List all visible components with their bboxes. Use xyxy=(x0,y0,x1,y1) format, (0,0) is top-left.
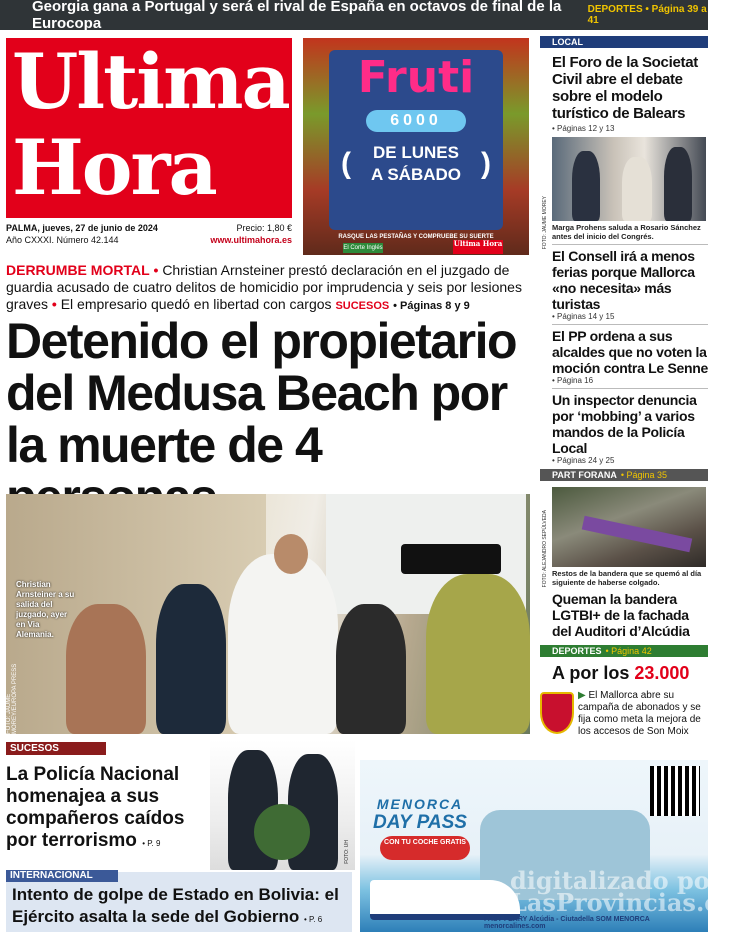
forana-caption: Restos de la bandera que se quemó al día siguiente de haberse colgado. xyxy=(552,569,702,587)
lead-summary: DERRUMBE MORTAL • Christian Arnsteiner prestó declaración en el juzgado de guardia acusado de cuatro delitos de homicidio por imprudencia y seis por lesiones graves • El empresario quedó en libertad con cargos SUCESOS • Páginas 8 y 9 xyxy=(6,262,522,312)
lead-headline[interactable] xyxy=(6,315,530,523)
camera-operator xyxy=(426,574,530,734)
congress-photo-caption: Marga Prohens saluda a Rosario Sánchez antes del inicio del Congrés. xyxy=(552,223,701,241)
police-photo-credit: FOTO: UH xyxy=(344,840,350,864)
consell-title[interactable]: El Consell irá a menos ferias porque Mallorca «no necesita» más turistas xyxy=(552,248,695,312)
top-banner-text: Georgia gana a Portugal y será el rival de España en octavos de final de la Eurocopa xyxy=(32,0,562,32)
video-camera xyxy=(401,544,501,574)
edition-date: PALMA, jueves, 27 de junio de 2024 xyxy=(6,223,158,233)
internacional-tag: INTERNACIONAL xyxy=(6,870,118,882)
inspector-pages: • Páginas 24 y 25 xyxy=(552,456,615,465)
headline-line-2: del Medusa Beach por xyxy=(6,365,507,421)
burned-flag-photo[interactable] xyxy=(552,487,706,567)
lead-photo[interactable] xyxy=(6,494,530,734)
forana-title[interactable]: Queman la bandera LGTBI+ de la fachada del Auditori d’Alcúdia xyxy=(552,591,690,639)
pp-pages: • Página 16 xyxy=(552,376,594,385)
ferry-ship xyxy=(370,880,520,920)
deportes-headline[interactable] xyxy=(540,663,708,684)
top-banner-section: DEPORTES • Página 39 a 41 xyxy=(587,4,707,26)
top-banner[interactable] xyxy=(0,0,708,30)
congress-photo-credit: FOTO: JAUME MOREY xyxy=(542,196,548,250)
dateline xyxy=(6,222,292,246)
lead-summary-2: El empresario quedó en libertad con cargos xyxy=(60,296,332,312)
ad-footer: FAST FERRY Alcúdia - Ciutadella SOM MENORCA menorcalines.com xyxy=(484,916,650,930)
qr-code[interactable] xyxy=(650,766,700,816)
internacional-page: P. 6 xyxy=(308,915,323,924)
pp-title[interactable]: El PP ordena a sus alcaldes que no voten la moción contra Le Senne xyxy=(552,328,708,376)
forana-photo-credit: FOTO: ALEJANDRO SEPÚLVEDA xyxy=(542,510,548,588)
ad-title-2: DAY PASS xyxy=(373,812,467,833)
wreath xyxy=(254,804,310,860)
lead-photo-caption: Christian Arnsteiner a su salida del juzgado, ayer en Via Alemania. xyxy=(16,580,75,639)
headline-line-3: la muerte de 4 xyxy=(6,417,322,473)
price: Precio: 1,80 € xyxy=(236,223,292,233)
deportes-headline-2: 23.000 xyxy=(634,663,690,683)
deportes-tag xyxy=(540,645,708,657)
photo-person-2 xyxy=(622,157,652,221)
inspector-title[interactable]: Un inspector denuncia por ‘mobbing’ a varios mandos de la Policía Local xyxy=(552,392,697,456)
lead-section: SUCESOS xyxy=(335,300,390,312)
forana-tag-label: PART FORANA xyxy=(552,470,617,480)
ad-line-2: A SÁBADO xyxy=(370,165,462,184)
rcd-mallorca-crest-icon xyxy=(540,692,574,734)
fruti-advertisement[interactable] xyxy=(303,38,529,255)
photo-person-1 xyxy=(572,151,600,221)
person-dark-1 xyxy=(156,584,226,734)
right-column xyxy=(540,36,708,746)
local-lead-title[interactable]: El Foro de la Societat Civil abre el debate sobre el modelo turístico de Balears xyxy=(552,54,698,122)
consell-pages: • Páginas 14 y 15 xyxy=(552,312,615,321)
person-head xyxy=(274,534,308,574)
internacional-headline: Intento de golpe de Estado en Bolivia: el Ejército asalta la sede del Gobierno xyxy=(12,885,339,926)
ad-tagline: RASQUE LAS PESTAÑAS Y COMPRUEBE SU SUERTE xyxy=(338,234,494,240)
person-white-shirt xyxy=(228,554,338,734)
website-link[interactable]: www.ultimahora.es xyxy=(210,235,292,245)
lead-photo-credit: FOTO: JAUME MOREY/EUROPA PRESS xyxy=(6,663,18,734)
congress-photo[interactable] xyxy=(552,137,706,221)
deportes-tag-page: • Página 42 xyxy=(605,646,652,656)
sucesos-page: P. 9 xyxy=(147,839,161,848)
ad-number: 6000 xyxy=(366,110,466,132)
ultima-hora-small-logo: Ultima Hora xyxy=(453,240,503,254)
ad-cta-button[interactable]: CON TU COCHE GRATIS xyxy=(380,836,470,860)
sucesos-headline-text: La Policía Nacional homenajea a sus compañeros caídos por terrorismo xyxy=(6,764,185,851)
deportes-headline-1: A por los xyxy=(552,663,635,683)
lead-summary-1: Christian Arnsteiner prestó declaración en el juzgado de guardia acusado de cuatro delitos de homicidio por imprudencia y seis por lesiones graves xyxy=(6,262,522,312)
ad-title-1: MENORCA xyxy=(376,796,464,812)
masthead-logo[interactable] xyxy=(6,38,292,218)
burned-flag xyxy=(582,516,693,553)
ad-line-1: DE LUNES xyxy=(373,143,459,162)
ad-title xyxy=(370,796,470,834)
watermark: digitalizado por LasProvincias.es xyxy=(510,866,733,917)
masthead-word-1: Ultima xyxy=(12,37,289,126)
photo-person-3 xyxy=(664,147,692,221)
sucesos-headline[interactable]: La Policía Nacional homenajea a sus compañeros caídos por terrorismo • P. 9 xyxy=(6,764,185,851)
ad-brand: Fruti xyxy=(357,52,475,103)
forana-tag-page: • Página 35 xyxy=(620,470,668,480)
lead-pages: Páginas 8 y 9 xyxy=(400,300,470,312)
sucesos-tag: SUCESOS xyxy=(6,742,106,755)
local-lead-pages: • Páginas 12 y 13 xyxy=(552,124,615,133)
ad-schedule: ( ) DE LUNES A SÁBADO xyxy=(341,143,491,184)
local-tag: LOCAL xyxy=(540,36,708,48)
masthead-word-2: Hora xyxy=(12,123,216,212)
person-dark-2 xyxy=(336,604,406,734)
headline-line-1: Detenido el propietario xyxy=(6,313,517,369)
lead-kicker: DERRUMBE MORTAL xyxy=(6,262,150,278)
ad-panel xyxy=(329,50,503,230)
deportes-text: ▶ El Mallorca abre su campaña de abonados y se fija como meta la mejora de los accesos de Son Moix xyxy=(578,690,701,737)
deportes-text-body: El Mallorca abre su campaña de abonados y se fija como meta la mejora de los accesos de Son Moix xyxy=(578,690,701,737)
internacional-story[interactable]: Intento de golpe de Estado en Bolivia: el Ejército asalta la sede del Gobierno • P. 6 xyxy=(6,872,352,932)
issue-number: Año CXXXI. Número 42.144 xyxy=(6,235,119,245)
corte-ingles-logo: El Corte Inglés xyxy=(343,245,383,251)
deportes-tag-label: DEPORTES xyxy=(552,646,602,656)
menorca-day-pass-ad[interactable] xyxy=(360,760,733,932)
forana-tag xyxy=(540,469,708,481)
photographer-arm xyxy=(66,604,146,734)
police-photo[interactable] xyxy=(210,740,355,870)
